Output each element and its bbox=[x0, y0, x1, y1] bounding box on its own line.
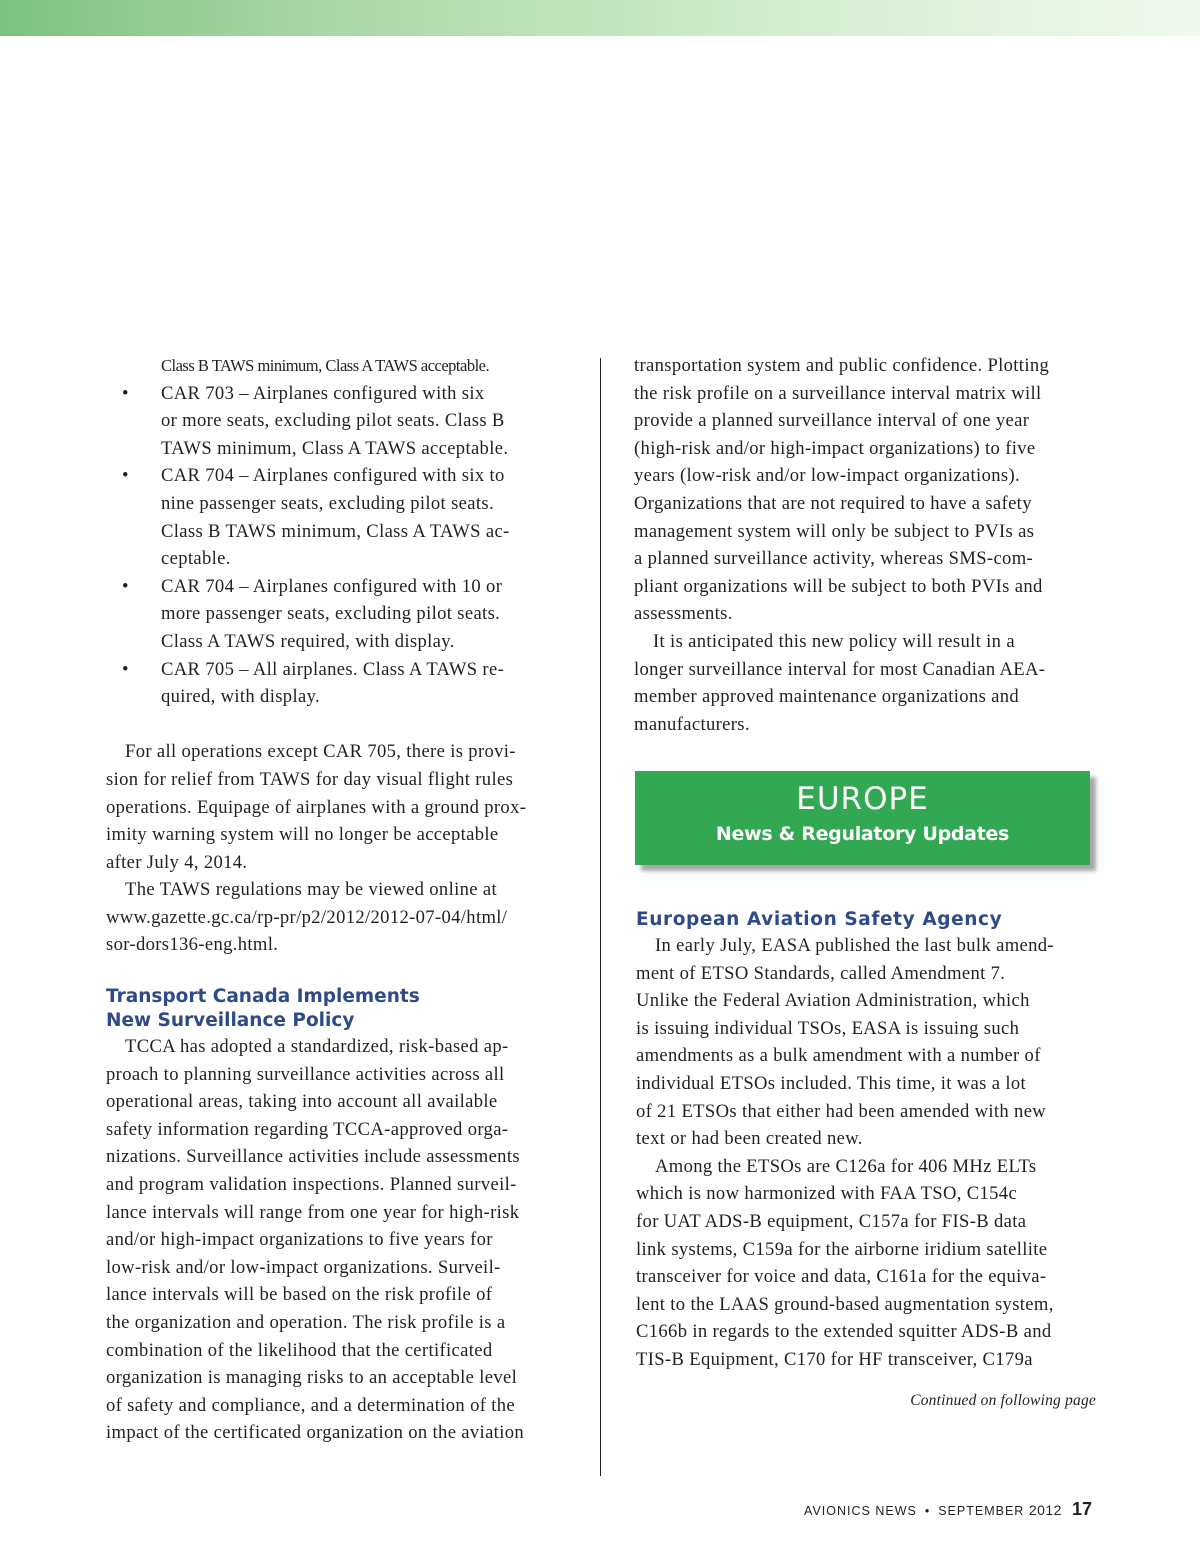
text-line: lance intervals will be based on the risk profile of bbox=[106, 1284, 493, 1306]
bullet-line: CAR 705 – All airplanes. Class A TAWS re- bbox=[161, 658, 505, 680]
text-line: operational areas, taking into account all available bbox=[106, 1091, 498, 1113]
paragraph-easa-1 bbox=[636, 932, 1096, 1153]
text-line: transportation system and public confidence. Plotting bbox=[634, 355, 1050, 376]
text-line: imity warning system will no longer be acceptable bbox=[106, 824, 499, 846]
bullet-dot-icon: • bbox=[122, 575, 129, 597]
text-line: management system will only be subject to PVIs as bbox=[634, 520, 1035, 542]
text-line: of 21 ETSOs that either had been amended with new bbox=[636, 1100, 1047, 1122]
text-line: lent to the LAAS ground-based augmentation system, bbox=[636, 1293, 1054, 1315]
text-line: and program validation inspections. Planned surveil- bbox=[106, 1174, 517, 1196]
text-line: The TAWS regulations may be viewed online at bbox=[125, 879, 497, 901]
paragraph-anticipated bbox=[634, 628, 1094, 738]
text-line: the organization and operation. The risk profile is a bbox=[106, 1312, 506, 1333]
text-line: For all operations except CAR 705, there is provi- bbox=[125, 741, 516, 763]
text-line: the risk profile on a surveillance interval matrix will bbox=[634, 382, 1042, 404]
footer-year: 2012 bbox=[1028, 1502, 1062, 1518]
paragraph-tcca bbox=[106, 1033, 568, 1447]
text-line: for UAT ADS-B equipment, C157a for FIS-B data bbox=[636, 1210, 1027, 1232]
europe-banner bbox=[635, 771, 1090, 865]
right-column bbox=[634, 352, 1094, 738]
footer-month: SEPTEMBER bbox=[938, 1504, 1025, 1518]
footer-publication: AVIONICS NEWS bbox=[804, 1504, 917, 1518]
text-line: C166b in regards to the extended squitter ADS-B and bbox=[636, 1321, 1052, 1343]
text-line: individual ETSOs included. This time, it was a lot bbox=[636, 1072, 1027, 1094]
text-line: nizations. Surveillance activities include assessments bbox=[106, 1146, 520, 1168]
text-line: It is anticipated this new policy will result in a bbox=[653, 630, 1015, 652]
text-line: operations. Equipage of airplanes with a ground prox- bbox=[106, 796, 527, 818]
heading-easa: European Aviation Safety Agency bbox=[636, 909, 1003, 930]
text-line: of safety and compliance, and a determination of the bbox=[106, 1394, 516, 1416]
bullet-line: quired, with display. bbox=[161, 686, 321, 708]
bullet-line: CAR 704 – Airplanes configured with 10 or bbox=[161, 575, 503, 597]
bullet-dot-icon: • bbox=[122, 465, 129, 487]
text-line: combination of the likelihood that the certificated bbox=[106, 1339, 493, 1361]
easa-section bbox=[636, 908, 1096, 1374]
text-line: amendments as a bulk amendment with a number of bbox=[636, 1045, 1041, 1067]
text-line: assessments. bbox=[634, 603, 733, 625]
text-line: proach to planning surveillance activities across all bbox=[106, 1063, 505, 1085]
left-column bbox=[106, 352, 568, 1447]
heading-line: Transport Canada Implements bbox=[106, 986, 420, 1008]
bullet-line: ceptable. bbox=[161, 548, 231, 570]
text-line: a planned surveillance activity, whereas SMS-com- bbox=[634, 548, 1034, 570]
text-line: In early July, EASA published the last bulk amend- bbox=[655, 935, 1054, 956]
continued-note: Continued on following page bbox=[910, 1392, 1096, 1409]
text-line: after July 4, 2014. bbox=[106, 851, 248, 873]
text-line: organization is managing risks to an acceptable level bbox=[106, 1367, 518, 1389]
continuation-line: Class B TAWS minimum, Class A TAWS acceptable. bbox=[161, 356, 490, 375]
column-divider bbox=[600, 358, 601, 1476]
text-line: is issuing individual TSOs, EASA is issuing such bbox=[636, 1017, 1020, 1039]
text-line: Among the ETSOs are C126a for 406 MHz ELTs bbox=[655, 1155, 1037, 1177]
bullet-dot-icon: • bbox=[122, 658, 129, 680]
europe-subtitle: News & Regulatory Updates bbox=[715, 823, 1010, 845]
bullet-line: or more seats, excluding pilot seats. Class B bbox=[161, 410, 505, 432]
top-color-band bbox=[0, 0, 1200, 36]
bullet-line: Class B TAWS minimum, Class A TAWS ac- bbox=[161, 520, 510, 542]
heading-line: New Surveillance Policy bbox=[106, 1010, 355, 1032]
text-line: manufacturers. bbox=[634, 713, 750, 735]
paragraph-continued bbox=[634, 352, 1094, 628]
page-number: 17 bbox=[1071, 1499, 1092, 1519]
text-line: impact of the certificated organization on the aviation bbox=[106, 1422, 524, 1444]
text-line: and/or high-impact organizations to five years for bbox=[106, 1229, 493, 1251]
text-line: low-risk and/or low-impact organizations. Surveil- bbox=[106, 1256, 501, 1278]
text-line: member approved maintenance organizations and bbox=[634, 686, 1020, 708]
text-line: provide a planned surveillance interval of one year bbox=[634, 410, 1030, 432]
text-line: which is now harmonized with FAA TSO, C154c bbox=[636, 1183, 1018, 1205]
paragraph-easa-2 bbox=[636, 1153, 1096, 1374]
text-line: longer surveillance interval for most Canadian AEA- bbox=[634, 658, 1046, 680]
bullet-dot-icon: • bbox=[122, 382, 129, 404]
text-line: lance intervals will range from one year for high-risk bbox=[106, 1201, 520, 1223]
taws-bullet-list bbox=[106, 380, 568, 711]
text-line: link systems, C159a for the airborne iridium satellite bbox=[636, 1238, 1048, 1260]
text-line: (high-risk and/or high-impact organizations) to five bbox=[634, 437, 1036, 459]
paragraph-online bbox=[106, 876, 568, 959]
text-line: www.gazette.gc.ca/rp-pr/p2/2012/2012-07-04/html/ bbox=[106, 906, 508, 928]
text-line: pliant organizations will be subject to both PVIs and bbox=[634, 575, 1043, 597]
text-line: TCCA has adopted a standardized, risk-based ap- bbox=[125, 1036, 509, 1058]
page-footer bbox=[804, 1499, 1092, 1520]
text-line: years (low-risk and/or low-impact organizations). bbox=[634, 465, 1020, 487]
text-line: TIS-B Equipment, C170 for HF transceiver, C179a bbox=[636, 1348, 1033, 1370]
bullet-line: CAR 703 – Airplanes configured with six bbox=[161, 382, 485, 404]
text-line: sor-dors136-eng.html. bbox=[106, 934, 279, 956]
bullet-item bbox=[106, 380, 568, 463]
text-line: Unlike the Federal Aviation Administration, which bbox=[636, 990, 1030, 1012]
bullet-line: TAWS minimum, Class A TAWS acceptable. bbox=[161, 437, 509, 459]
bullet-line: nine passenger seats, excluding pilot seats. bbox=[161, 492, 494, 514]
bullet-item bbox=[106, 462, 568, 572]
bullet-item bbox=[106, 573, 568, 656]
bullet-item bbox=[106, 656, 568, 711]
heading-tcca bbox=[106, 985, 568, 1033]
text-line: text or had been created new. bbox=[636, 1128, 863, 1150]
text-line: sion for relief from TAWS for day visual flight rules bbox=[106, 768, 514, 790]
bullet-line: Class A TAWS required, with display. bbox=[161, 630, 455, 652]
bullet-line: CAR 704 – Airplanes configured with six to bbox=[161, 465, 505, 487]
text-line: Organizations that are not required to have a safety bbox=[634, 492, 1032, 514]
text-line: safety information regarding TCCA-approved orga- bbox=[106, 1118, 509, 1140]
paragraph-relief bbox=[106, 738, 568, 876]
bullet-line: more passenger seats, excluding pilot seats. bbox=[161, 603, 501, 625]
text-line: ment of ETSO Standards, called Amendment 7. bbox=[636, 962, 1006, 984]
text-line: transceiver for voice and data, C161a for the equiva- bbox=[636, 1266, 1047, 1288]
europe-title: EUROPE bbox=[796, 781, 929, 817]
footer-separator: • bbox=[924, 1504, 931, 1518]
